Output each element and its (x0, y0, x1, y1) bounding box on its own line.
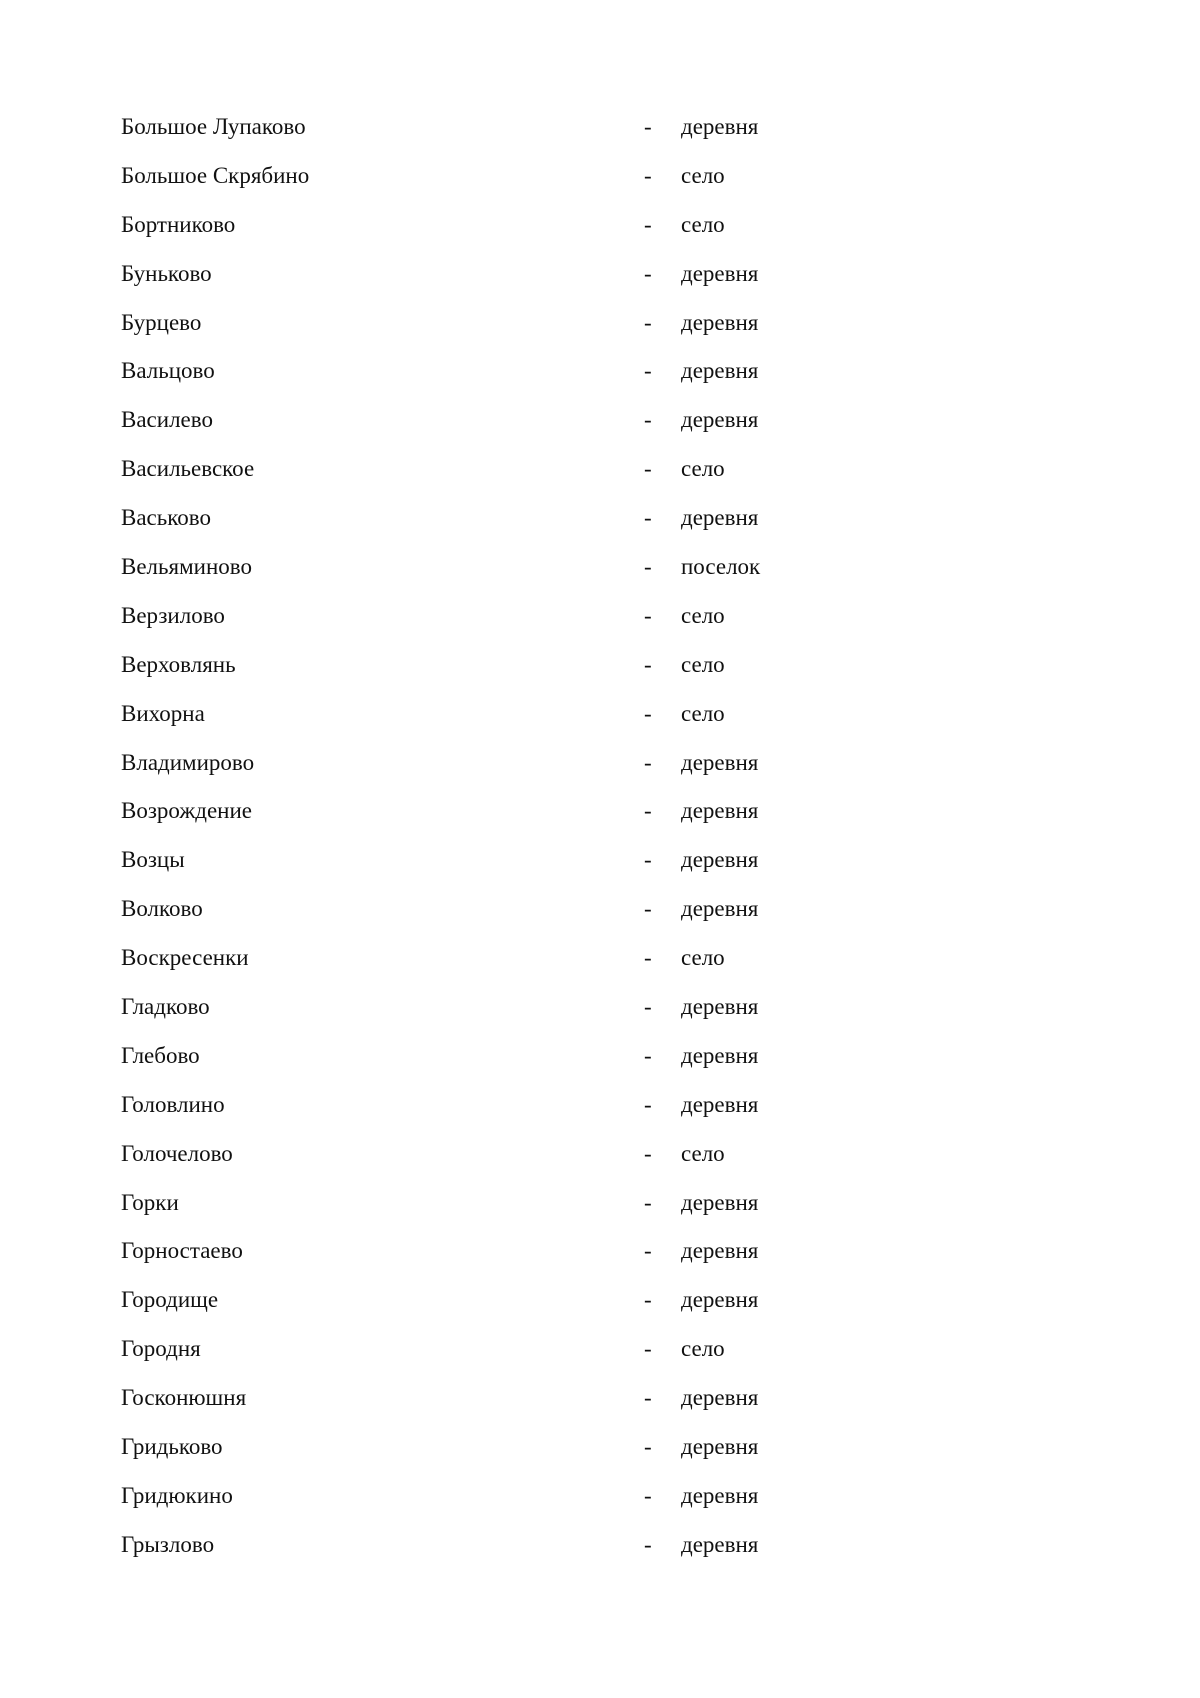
settlement-type: село (681, 602, 725, 628)
settlement-type: деревня (681, 114, 759, 139)
settlement-name: Грызлово (121, 1531, 215, 1557)
settlement-name: Верзилово (121, 602, 225, 628)
list-item (0, 1521, 1200, 1570)
separator-dash: - (644, 1531, 652, 1557)
list-item (0, 103, 1200, 152)
separator-dash: - (644, 700, 652, 726)
separator-dash: - (644, 1140, 652, 1166)
list-item (0, 983, 1200, 1032)
separator-dash: - (644, 211, 652, 237)
settlement-type: деревня (681, 847, 759, 873)
settlement-type: деревня (681, 1385, 759, 1411)
settlement-name: Возрождение (121, 798, 252, 824)
settlement-type: поселок (681, 554, 761, 580)
settlement-name: Горки (121, 1189, 179, 1215)
settlement-type: село (681, 700, 725, 726)
separator-dash: - (644, 1336, 652, 1362)
separator-dash: - (644, 554, 652, 580)
settlement-type: село (681, 651, 725, 677)
separator-dash: - (644, 1189, 652, 1215)
list-item (0, 1081, 1200, 1130)
list-item (0, 299, 1200, 348)
separator-dash: - (644, 407, 652, 433)
settlement-type: деревня (681, 1189, 759, 1215)
settlement-type: деревня (681, 1287, 759, 1313)
settlement-name: Большое Лупаково (121, 114, 306, 139)
separator-dash: - (644, 945, 652, 971)
list-item (0, 1423, 1200, 1472)
list-item (0, 543, 1200, 592)
separator-dash: - (644, 162, 652, 188)
list-item (0, 885, 1200, 934)
settlement-name: Госконюшня (121, 1385, 247, 1411)
settlement-type: деревня (681, 749, 759, 775)
separator-dash: - (644, 1091, 652, 1117)
settlement-type: деревня (681, 358, 759, 384)
separator-dash: - (644, 749, 652, 775)
settlement-name: Городня (121, 1336, 201, 1362)
list-item (0, 1227, 1200, 1276)
settlement-name: Гладково (121, 994, 210, 1020)
list-item (0, 1032, 1200, 1081)
settlement-type: деревня (681, 260, 759, 286)
settlement-type: деревня (681, 407, 759, 433)
list-item (0, 250, 1200, 299)
settlement-name: Владимирово (121, 749, 255, 775)
settlement-name: Бортниково (121, 211, 236, 237)
settlement-name: Городище (121, 1287, 219, 1313)
settlement-type: село (681, 1140, 725, 1166)
list-item (0, 1130, 1200, 1179)
list-item (0, 690, 1200, 739)
settlement-type: деревня (681, 1482, 759, 1508)
settlement-name: Гридюкино (121, 1482, 233, 1508)
settlement-list (0, 103, 1200, 1570)
separator-dash: - (644, 1434, 652, 1460)
list-item (0, 641, 1200, 690)
separator-dash: - (644, 309, 652, 335)
settlement-type: село (681, 211, 725, 237)
separator-dash: - (644, 896, 652, 922)
settlement-type: деревня (681, 1042, 759, 1068)
list-item (0, 787, 1200, 836)
settlement-name: Воскресенки (121, 945, 249, 971)
list-item (0, 934, 1200, 983)
settlement-type: село (681, 1336, 725, 1362)
separator-dash: - (644, 602, 652, 628)
list-item (0, 201, 1200, 250)
settlement-type: деревня (681, 505, 759, 531)
settlement-name: Большое Скрябино (121, 162, 310, 188)
settlement-type: деревня (681, 309, 759, 335)
settlement-type: деревня (681, 1434, 759, 1460)
settlement-type: село (681, 945, 725, 971)
separator-dash: - (644, 114, 652, 139)
separator-dash: - (644, 260, 652, 286)
list-item (0, 836, 1200, 885)
separator-dash: - (644, 505, 652, 531)
separator-dash: - (644, 1482, 652, 1508)
settlement-name: Бурцево (121, 309, 202, 335)
settlement-name: Гридьково (121, 1434, 223, 1460)
settlement-type: деревня (681, 1091, 759, 1117)
list-item (0, 494, 1200, 543)
separator-dash: - (644, 651, 652, 677)
settlement-name: Голочелово (121, 1140, 233, 1166)
separator-dash: - (644, 1287, 652, 1313)
list-item (0, 1472, 1200, 1521)
settlement-type: деревня (681, 994, 759, 1020)
list-item (0, 1374, 1200, 1423)
settlement-name: Верховлянь (121, 651, 236, 677)
list-item (0, 1325, 1200, 1374)
separator-dash: - (644, 798, 652, 824)
settlement-type: село (681, 456, 725, 482)
list-item (0, 1179, 1200, 1228)
settlement-type: деревня (681, 1531, 759, 1557)
list-item (0, 445, 1200, 494)
list-item (0, 739, 1200, 788)
list-item (0, 152, 1200, 201)
settlement-name: Головлино (121, 1091, 225, 1117)
settlement-name: Васьково (121, 505, 211, 531)
settlement-name: Горностаево (121, 1238, 243, 1264)
separator-dash: - (644, 358, 652, 384)
list-item (0, 1276, 1200, 1325)
list-item (0, 347, 1200, 396)
list-item (0, 396, 1200, 445)
separator-dash: - (644, 1385, 652, 1411)
settlement-name: Вальцово (121, 358, 215, 384)
list-item (0, 592, 1200, 641)
separator-dash: - (644, 456, 652, 482)
separator-dash: - (644, 847, 652, 873)
settlement-name: Васильевское (121, 456, 255, 482)
settlement-name: Вельяминово (121, 554, 252, 580)
settlement-type: деревня (681, 1238, 759, 1264)
settlement-name: Волково (121, 896, 203, 922)
separator-dash: - (644, 994, 652, 1020)
settlement-name: Буньково (121, 260, 212, 286)
settlement-name: Вихорна (121, 700, 205, 726)
settlement-type: деревня (681, 896, 759, 922)
separator-dash: - (644, 1042, 652, 1068)
settlement-name: Возцы (121, 847, 185, 873)
separator-dash: - (644, 1238, 652, 1264)
settlement-name: Василево (121, 407, 213, 433)
settlement-name: Глебово (121, 1042, 200, 1068)
settlement-type: деревня (681, 798, 759, 824)
settlement-type: село (681, 162, 725, 188)
